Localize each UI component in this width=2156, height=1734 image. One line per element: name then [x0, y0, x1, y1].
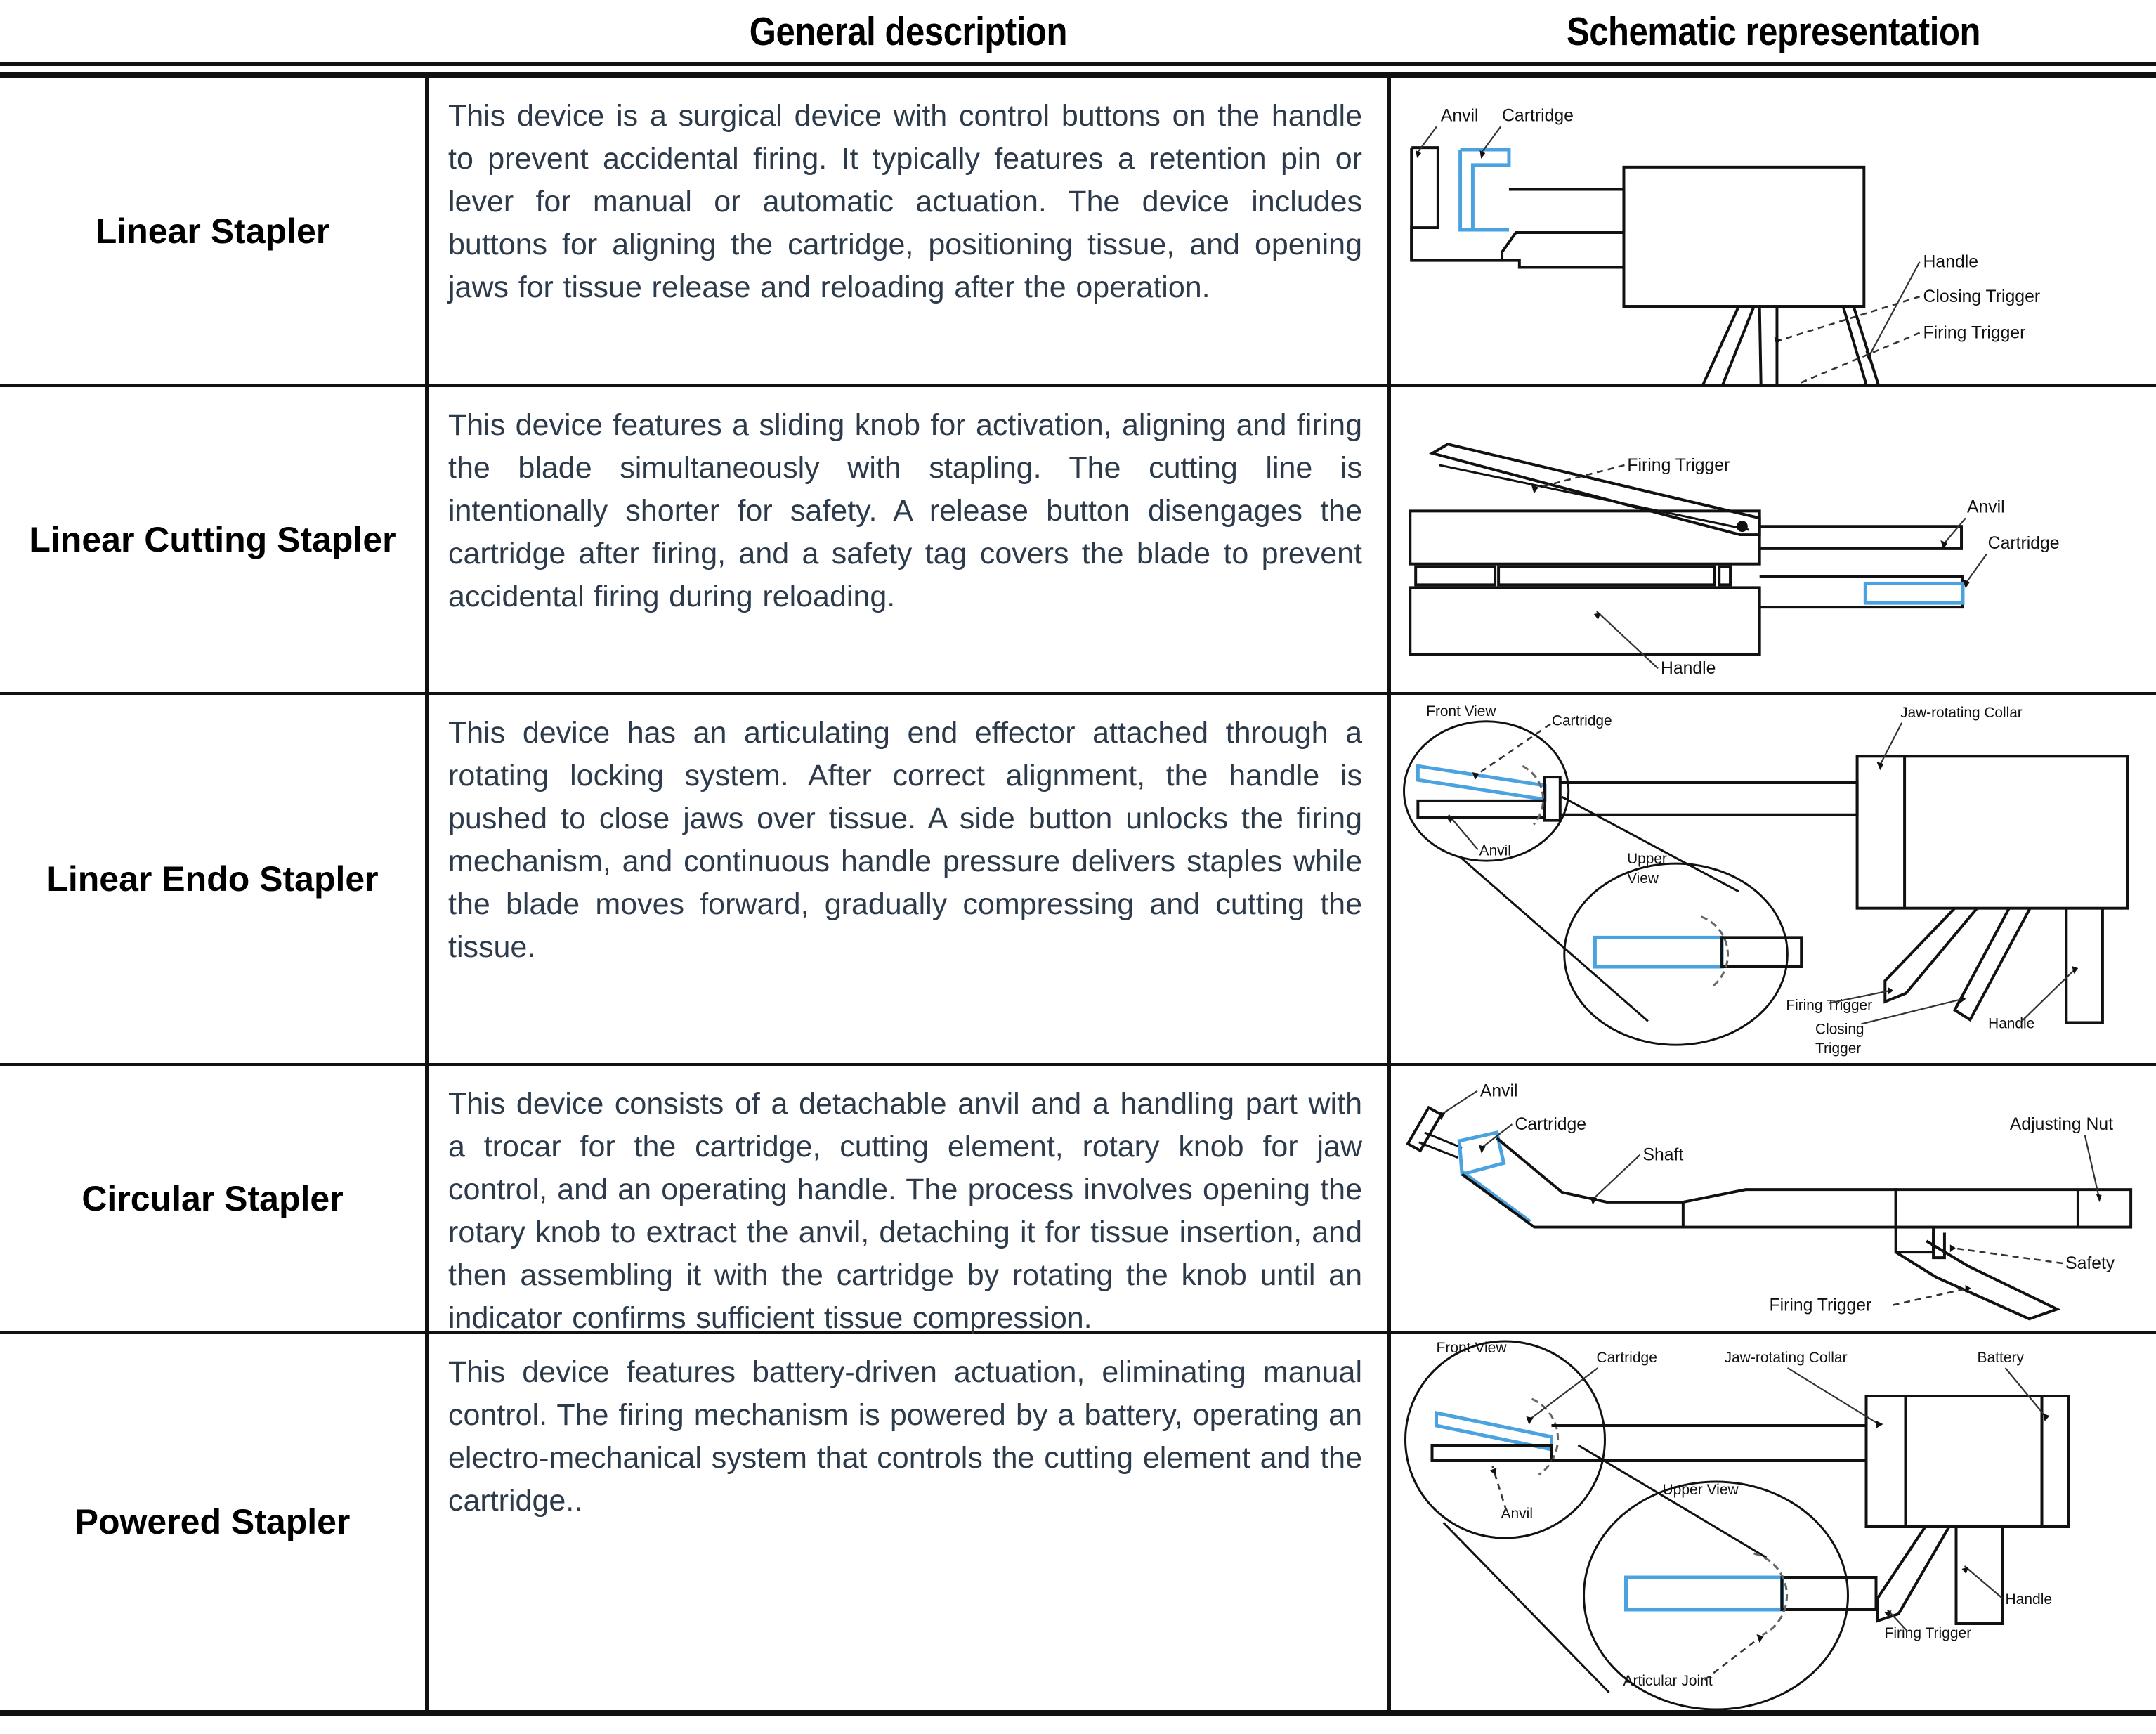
label-closing-trigger-line2: Trigger [1815, 1041, 1862, 1057]
label-handle: Handle [1923, 252, 1979, 272]
device-name-cell [0, 387, 425, 692]
label-cartridge: Cartridge [1987, 533, 2060, 553]
description-cell [425, 1334, 1391, 1710]
label-anvil: Anvil [1479, 842, 1511, 859]
label-view: View [1627, 870, 1659, 887]
description-cell [425, 78, 1391, 384]
table-row [0, 1066, 2156, 1334]
label-adjusting-nut: Adjusting Nut [2009, 1115, 2113, 1135]
label-handle: Handle [1988, 1015, 2035, 1032]
device-name-powered-stapler: Powered Stapler [74, 1502, 351, 1541]
linear-cutting-stapler-diagram [1391, 387, 2156, 692]
label-closing-trigger: Closing Trigger [1923, 287, 2041, 307]
label-anvil: Anvil [1479, 1081, 1518, 1101]
table-row [0, 695, 2156, 1066]
header-schematic-representation [1391, 0, 2156, 63]
label-firing-trigger: Firing Trigger [1786, 997, 1873, 1014]
description-cell [425, 387, 1391, 692]
description-powered-stapler: This device features battery-driven actuation, eliminating manual control. The firing mechanism is powered by a battery, operating an electro-mechanical system that controls the cutting element and the cartridge.. [448, 1355, 1362, 1518]
table-row [0, 1334, 2156, 1710]
description-cell [425, 1066, 1391, 1336]
header-rule-lower [0, 72, 2156, 78]
description-circular-stapler: This device consists of a detachable anvil and a handling part with a trocar for the cartridge, cutting element, rotary knob for jaw control, and an operating handle. The process involves opening the rotary knob to extract the anvil, detaching it for tissue insertion, and then assembling it with the cartridge by rotating the knob until an indicator confirms sufficient tissue compression. [448, 1087, 1362, 1336]
description-linear-stapler: This device is a surgical device with control buttons on the handle to prevent accidental firing. It typically features a retention pin or lever for manual or automatic actuation. The device includes buttons for aligning the cartridge, positioning tissue, and opening jaws for tissue release and reloading after the operation. [448, 99, 1362, 305]
circular-stapler-diagram [1391, 1066, 2156, 1331]
label-jaw-rotating-collar: Jaw-rotating Collar [1900, 704, 2023, 721]
table-row [0, 78, 2156, 387]
linear-endo-stapler-diagram [1391, 695, 2156, 1063]
label-anvil: Anvil [1440, 106, 1479, 126]
label-firing-trigger: Firing Trigger [1923, 323, 2026, 343]
label-upper: Upper [1627, 851, 1667, 868]
label-safety: Safety [2065, 1253, 2115, 1273]
label-firing-trigger: Firing Trigger [1769, 1296, 1872, 1315]
label-anvil: Anvil [1966, 497, 2005, 517]
label-firing-trigger: Firing Trigger [1884, 1625, 1972, 1641]
label-cartridge: Cartridge [1551, 712, 1612, 729]
powered-stapler-diagram [1391, 1334, 2156, 1710]
label-cartridge: Cartridge [1596, 1350, 1657, 1366]
schematic-cell-linear-stapler [1391, 78, 2156, 384]
label-jaw-rotating-collar: Jaw-rotating Collar [1724, 1350, 1848, 1366]
label-articular-joint: Articular Joint [1623, 1673, 1713, 1689]
table-bottom-rule [0, 1710, 2156, 1716]
header-general-description-label: General description [749, 9, 1067, 54]
device-name-cell [0, 1334, 425, 1710]
table-header [0, 0, 2156, 67]
description-cell [425, 695, 1391, 1063]
device-name-cell [0, 1066, 425, 1331]
schematic-cell-linear-endo-stapler [1391, 695, 2156, 1063]
device-name-linear-cutting-stapler: Linear Cutting Stapler [29, 519, 396, 559]
table-row [0, 387, 2156, 695]
device-name-circular-stapler: Circular Stapler [81, 1178, 344, 1218]
label-cartridge: Cartridge [1515, 1115, 1587, 1135]
schematic-cell-linear-cutting-stapler [1391, 387, 2156, 692]
device-name-cell [0, 78, 425, 384]
label-shaft: Shaft [1642, 1145, 1684, 1165]
description-linear-cutting-stapler: This device features a sliding knob for activation, aligning and firing the blade simultaneously with stapling. The cutting line is intentionally shorter for safety. A release button disengages the cartridge after firing, and a safety tag covers the blade to prevent accidental firing during reloading. [448, 408, 1362, 614]
label-front-view: Front View [1426, 703, 1496, 719]
header-schematic-representation-label: Schematic representation [1566, 9, 1981, 54]
header-rule-upper [0, 62, 2156, 66]
label-cartridge: Cartridge [1502, 106, 1574, 126]
label-handle: Handle [2005, 1591, 2053, 1608]
label-front-view: Front View [1436, 1340, 1507, 1356]
device-name-linear-endo-stapler: Linear Endo Stapler [46, 859, 379, 899]
label-battery: Battery [1977, 1350, 2025, 1366]
label-closing-trigger-line1: Closing [1815, 1021, 1864, 1038]
label-upper-view: Upper View [1662, 1482, 1739, 1498]
linear-stapler-diagram [1391, 78, 2156, 384]
label-firing-trigger: Firing Trigger [1627, 455, 1730, 475]
schematic-cell-powered-stapler [1391, 1334, 2156, 1710]
table-body [0, 78, 2156, 1710]
label-handle: Handle [1660, 659, 1716, 679]
schematic-cell-circular-stapler [1391, 1066, 2156, 1331]
header-general-description [425, 0, 1391, 63]
label-anvil: Anvil [1501, 1506, 1534, 1522]
description-linear-endo-stapler: This device has an articulating end effector attached through a rotating locking system. After correct alignment, the handle is pushed to close jaws over tissue. A side button unlocks the firing mechanism, and continuous handle pressure delivers staples while the blade moves forward, gradually compressing and cutting the tissue. [448, 716, 1362, 965]
device-name-cell [0, 695, 425, 1063]
device-name-linear-stapler: Linear Stapler [95, 211, 330, 251]
